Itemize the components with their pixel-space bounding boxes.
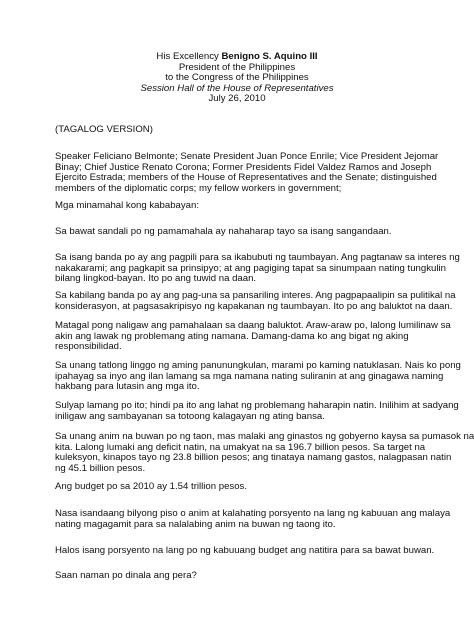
version-label-text: (TAGALOG VERSION) xyxy=(55,124,153,135)
paragraph-line: Sa unang anim na buwan po ng taon, mas malaki ang ginastos ng gobyerno kaysa sa pumasok na xyxy=(55,431,474,442)
header-prefix: His Excellency xyxy=(156,51,222,62)
paragraph-line: iniligaw ang sambayanan sa totoong kalagayan ng ating bansa. xyxy=(55,410,325,422)
paragraph-line: Ejercito Estrada; members of the House of Representatives and the Senate; distinguished xyxy=(55,172,437,184)
header-line-date: July 26, 2010 xyxy=(208,93,266,104)
paragraph xyxy=(55,252,460,285)
header-line-venue: Session Hall of the House of Representatives xyxy=(140,82,334,94)
header-line-title: President of the Philippines xyxy=(178,61,296,73)
header-line-speaker xyxy=(0,52,474,63)
paragraph-line: Sa bawat sandali po ng pamamahala ay nahaharap tayo sa isang sangandaan. xyxy=(55,226,392,237)
paragraph-line: ng 45.1 billion pesos. xyxy=(55,462,146,474)
paragraph-line: konsiderasyon, at pagsasakripisyo ng kapakanan ng taumbayan. Ito po ang baluktot na daan. xyxy=(55,300,453,312)
paragraph-line: Ang budget po sa 2010 ay 1.54 trillion pesos. xyxy=(55,481,248,492)
header-line-audience: to the Congress of the Philippines xyxy=(165,72,309,83)
paragraph-line: akin ang lawak ng problemang ating namana. Damang-dama ko ang bigat ng aking xyxy=(55,330,409,342)
paragraph-salutation xyxy=(55,151,439,194)
paragraph-line: responsibilidad. xyxy=(55,341,122,353)
paragraph-line: Sulyap lamang po ito; hindi pa ito ang lahat ng problemang haharapin natin. Inilihim at sadyang xyxy=(55,400,459,411)
paragraph xyxy=(55,546,433,557)
paragraph-line: Mga minamahal kong kababayan: xyxy=(55,200,199,211)
paragraph-line: kuleksyon, kinapos tayo ng 23.8 billion pesos; ang tinataya namang gastos, nalagpasan natin xyxy=(55,452,452,464)
paragraph-line: Saan naman po dinala ang pera? xyxy=(55,570,197,581)
paragraph-line: Sa kabilang banda po ay ang pag-una sa pansariling interes. Ang pagpapaalipin sa pulitikal na xyxy=(55,290,456,301)
paragraph-greeting xyxy=(55,201,433,212)
paragraph-line: kita. Lalong lumaki ang deficit natin, na umakyat na sa 196.7 billion pesos. Sa target na xyxy=(55,441,426,453)
paragraph-line: hakbang para lutasin ang mga ito. xyxy=(55,381,200,393)
paragraph-line: Nasa isandaang bilyong piso o anim at kalahating porsyento na lang ng kabuuan ang malaya xyxy=(55,508,451,519)
paragraph xyxy=(55,482,433,493)
paragraph xyxy=(55,320,451,353)
paragraph-line: Sa isang banda po ay ang pagpili para sa ikabubuti ng taumbayan. Ang pagtanaw sa interes ng xyxy=(55,252,460,263)
paragraph xyxy=(55,400,459,422)
paragraph-line: nakakarami; ang pagkapit sa prinsipyo; at ang pagiging tapat sa sinumpaan nating tungkulin xyxy=(55,262,446,274)
paragraph-line: Speaker Feliciano Belmonte; Senate President Juan Ponce Enrile; Vice President Jejomar xyxy=(55,151,439,162)
paragraph-line: Matagal pong naligaw ang pamahalaan sa daang baluktot. Araw-araw po, lalong lumilinaw sa xyxy=(55,320,451,331)
paragraph-line: nating magagamit para sa nalalabing anim na buwan ng taong ito. xyxy=(55,518,336,530)
paragraph-line: bilang lingkod-bayan. Ito po ang tuwid na daan. xyxy=(55,273,257,285)
paragraph-line: Binay; Chief Justice Renato Corona; Former Presidents Fidel Valdez Ramos and Joseph xyxy=(55,161,432,173)
paragraph-line: Sa unang tatlong linggo ng aming panunungkulan, marami po kaming natuklasan. Nais ko pong xyxy=(55,360,461,371)
header-president-name: Benigno S. Aquino III xyxy=(221,51,318,62)
paragraph xyxy=(55,571,433,582)
paragraph-line: ipahayag sa inyo ang ilan lamang sa mga namana nating suliranin at ang ginagawa naming xyxy=(55,370,444,382)
paragraph-line: Halos isang porsyento na lang po ng kabuuang budget ang natitira para sa bawat buwan. xyxy=(55,545,435,556)
speech-header xyxy=(0,52,474,105)
paragraph xyxy=(55,360,461,393)
paragraph-line: members of the diplomatic corps; my fellow workers in government; xyxy=(55,182,342,194)
paragraph xyxy=(55,431,474,474)
paragraph xyxy=(55,508,451,530)
paragraph xyxy=(55,290,456,312)
version-label xyxy=(55,125,433,136)
paragraph xyxy=(55,227,433,238)
